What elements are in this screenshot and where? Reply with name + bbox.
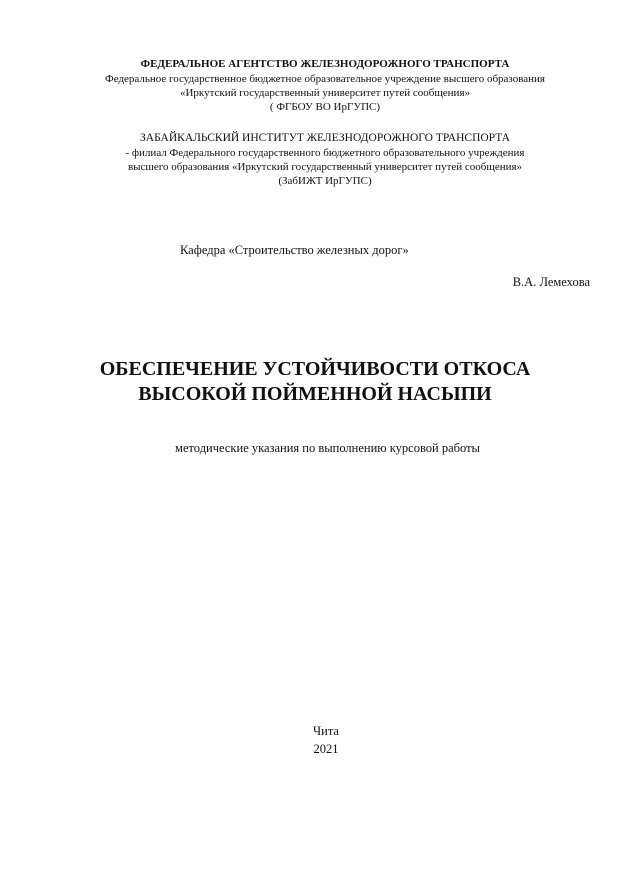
institute-name: ЗАБАЙКАЛЬСКИЙ ИНСТИТУТ ЖЕЛЕЗНОДОРОЖНОГО ТРАНСПОРТА xyxy=(140,132,510,144)
year: 2021 xyxy=(313,742,339,756)
title-line-1: ОБЕСПЕЧЕНИЕ УСТОЙЧИВОСТИ ОТКОСА xyxy=(99,358,531,380)
university-line-1: Федеральное государственное бюджетное образовательное учреждение высшего образования xyxy=(105,73,545,85)
institute-line-1: - филиал Федерального государственного бюджетного образовательного учреждения xyxy=(125,147,525,159)
title-line-2: ВЫСОКОЙ ПОЙМЕННОЙ НАСЫПИ xyxy=(138,383,492,405)
department: Кафедра «Строительство железных дорог» xyxy=(180,243,409,257)
agency-name: ФЕДЕРАЛЬНОЕ АГЕНТСТВО ЖЕЛЕЗНОДОРОЖНОГО ТРАНСПОРТА xyxy=(140,58,510,70)
city: Чита xyxy=(313,724,339,738)
author: В.А. Лемехова xyxy=(512,275,590,289)
institute-line-2: высшего образования «Иркутский государственный университет путей сообщения» xyxy=(127,161,523,173)
university-abbr: ( ФГБОУ ВО ИрГУПС) xyxy=(269,101,381,113)
institute-abbr: (ЗабИЖТ ИрГУПС) xyxy=(278,175,372,187)
subtitle: методические указания по выполнению курсовой работы xyxy=(175,441,480,455)
university-line-2: «Иркутский государственный университет путей сообщения» xyxy=(179,87,471,99)
